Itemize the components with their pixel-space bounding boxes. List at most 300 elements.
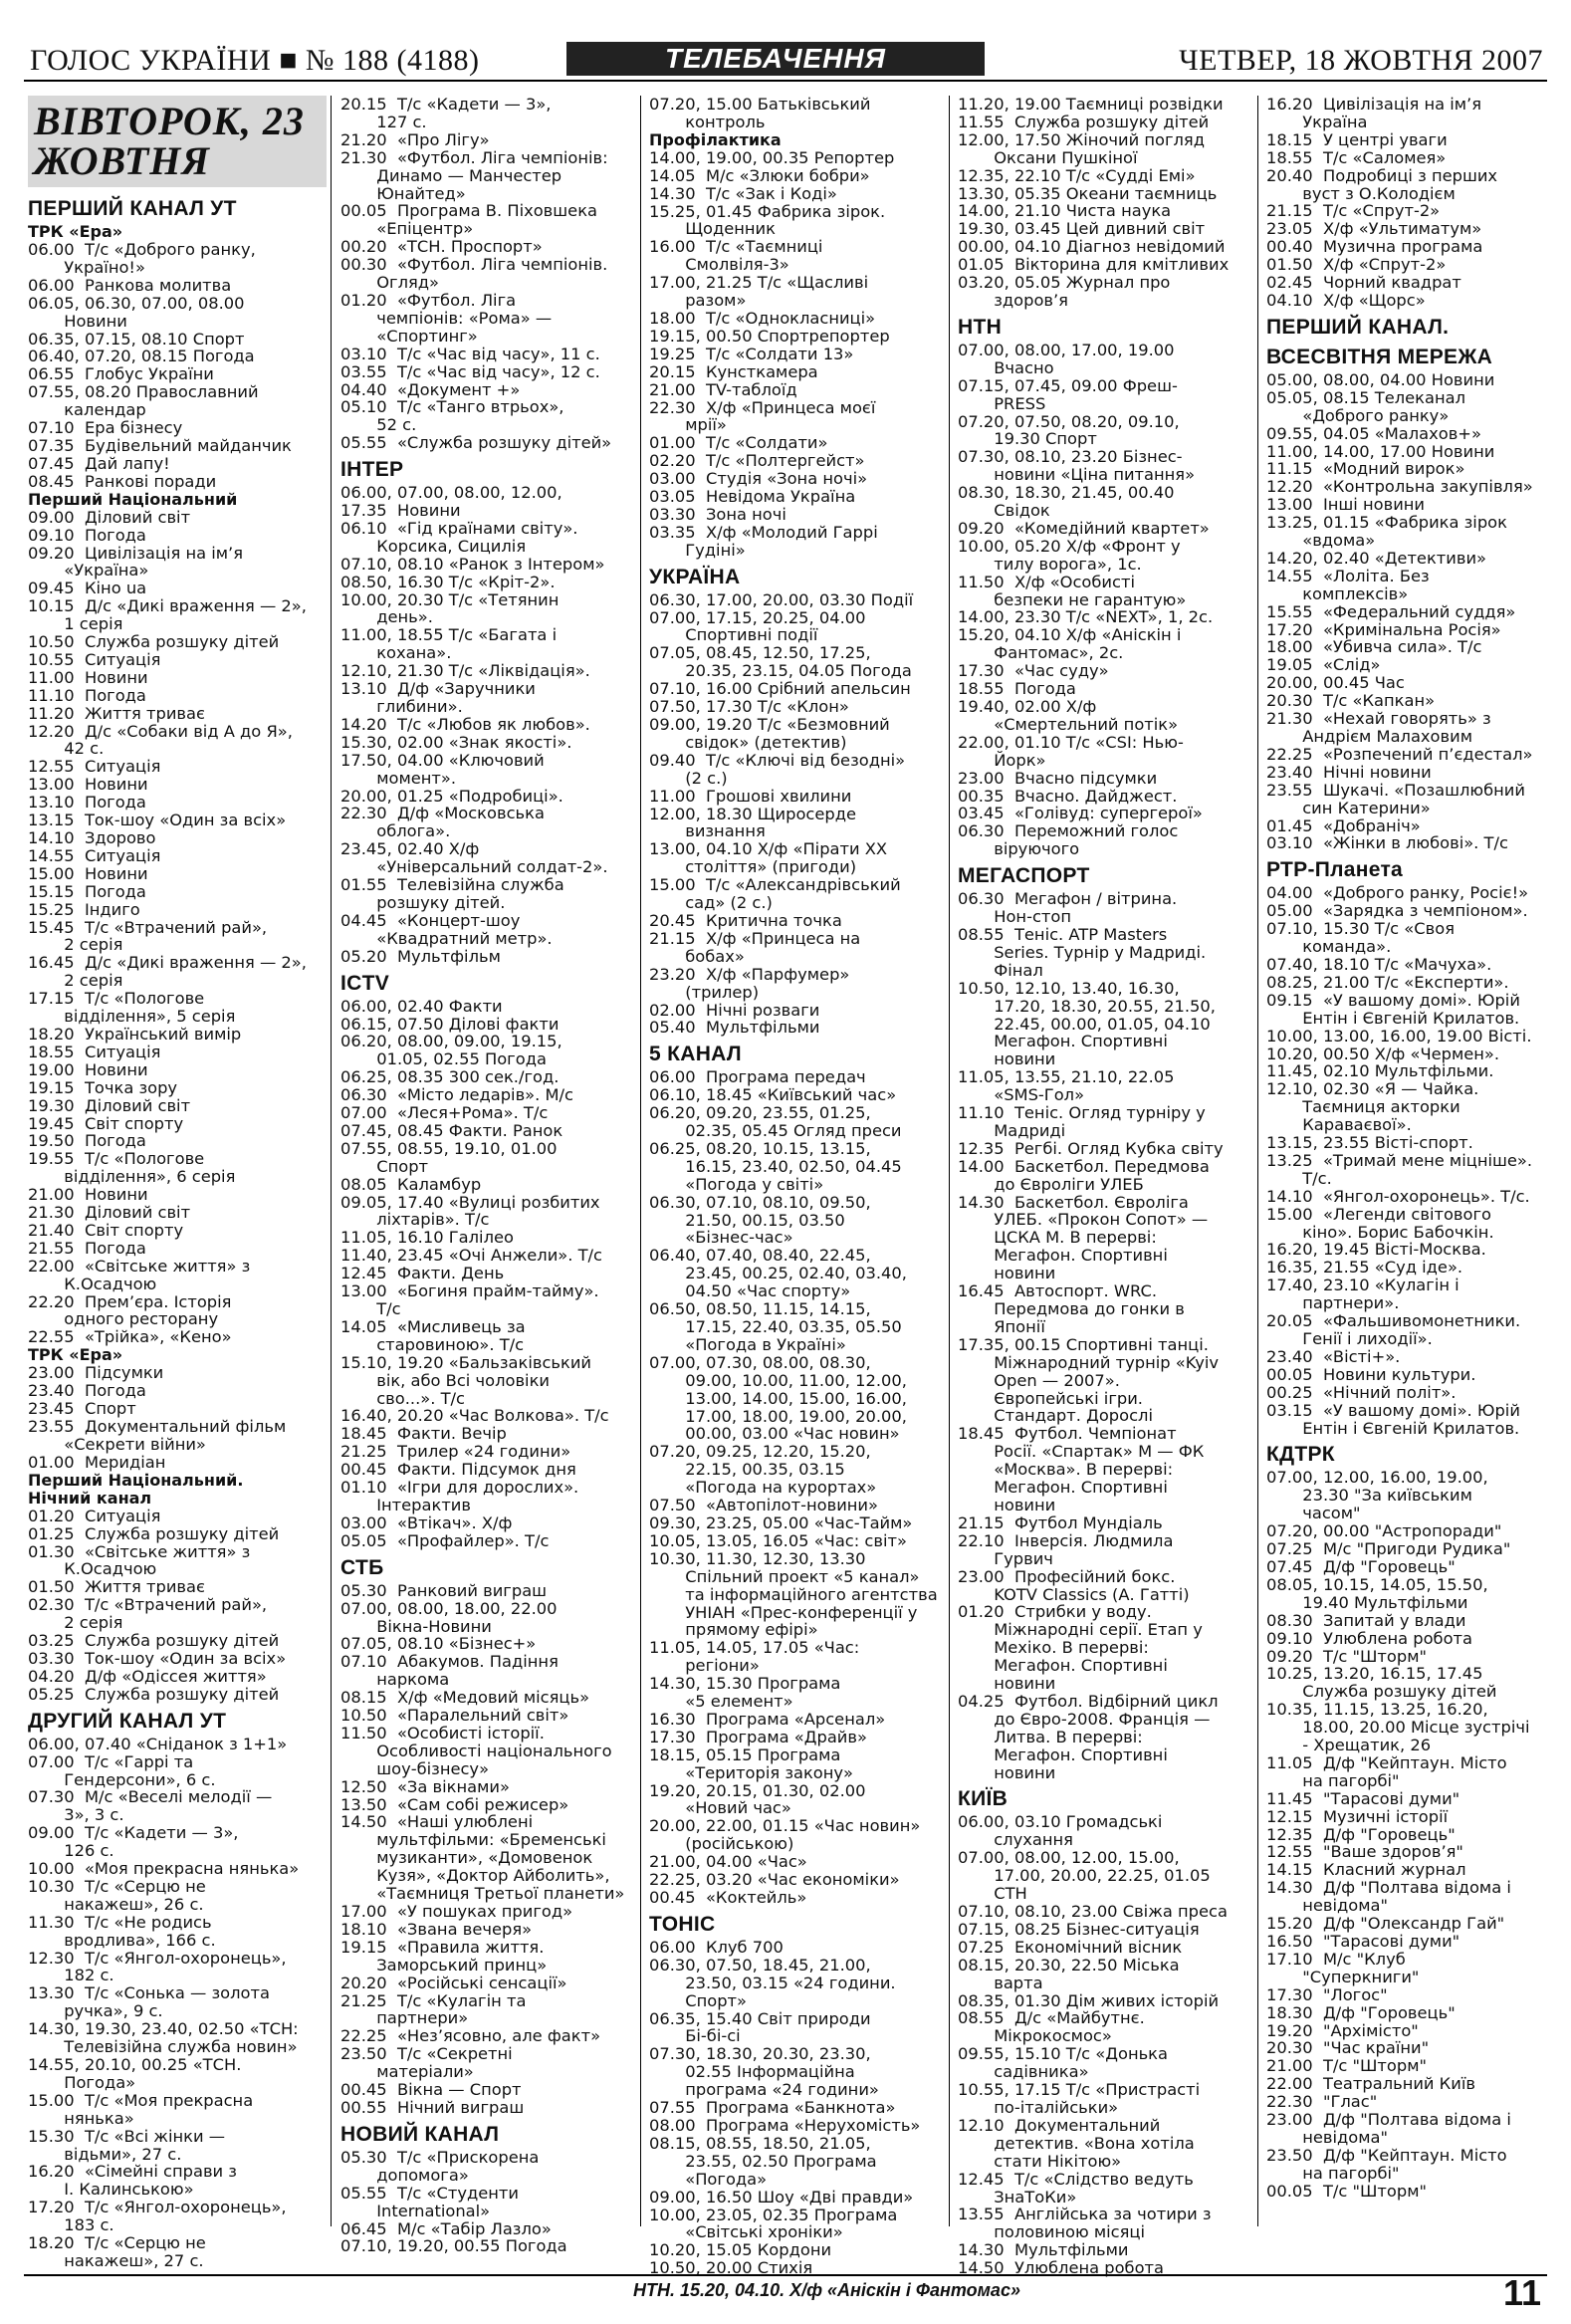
schedule-entry: Мікрокосмос» — [958, 2026, 1112, 2046]
schedule-entry: (російською) — [649, 1834, 794, 1854]
schedule-entry: «Територія закону» — [649, 1762, 854, 1782]
schedule-entry: Спільний проект «5 канал» — [649, 1566, 920, 1586]
schedule-entry: 21.00 Т/с "Шторм" — [1266, 2056, 1427, 2076]
schedule-entry: садівника» — [958, 2062, 1089, 2082]
schedule-entry: 23.50 Д/ф "Кейптаун. Місто — [1266, 2145, 1507, 2165]
schedule-entry: 14.15 Класний журнал — [1266, 1860, 1466, 1880]
schedule-entry: «Універсальний солдат-2». — [340, 857, 608, 877]
schedule-entry: 2 серія — [28, 971, 123, 991]
schedule-entry: детектив. «Вона хотіла — [958, 2133, 1195, 2153]
schedule-entry: 18.10 «Звана вечеря» — [340, 1919, 533, 1939]
schedule-entry: 18.45 Футбол. Чемпіонат — [958, 1424, 1177, 1444]
schedule-entry: Щоденник — [649, 219, 776, 239]
schedule-entry: старовиною». Т/с — [340, 1334, 525, 1354]
channel-heading: НТН — [958, 315, 1003, 339]
schedule-entry: накажеш», 27 с. — [28, 2250, 204, 2270]
schedule-entry: 08.50, 16.30 Т/с «Кріт-2». — [340, 572, 556, 591]
schedule-entry: 08.25, 21.00 Т/с «Експерти». — [1266, 972, 1509, 992]
schedule-entry: 22.45, 00.00, 01.05, 04.10 — [958, 1014, 1211, 1034]
schedule-entry: 06.10, 18.45 «Київський час» — [649, 1085, 897, 1105]
schedule-entry: 10.50 «Паралельний світ» — [340, 1706, 569, 1726]
schedule-entry: 13.00, 14.00, 15.00, 16.00, — [649, 1388, 907, 1408]
schedule-entry: 01.45 «Добраніч» — [1266, 815, 1421, 835]
schedule-entry: 13.15 Ток-шоу «Один за всіх» — [28, 811, 287, 830]
schedule-entry: Мегафон. Спортивні — [958, 1032, 1168, 1051]
schedule-entry: 14.05 «Мисливець за — [340, 1316, 526, 1336]
schedule-entry: 14.20, 02.40 «Детективи» — [1266, 548, 1486, 568]
schedule-entry: бобах» — [649, 946, 745, 966]
schedule-entry: партнери». — [1266, 1293, 1400, 1313]
schedule-entry: 07.05, 08.45, 12.50, 17.25, — [649, 643, 871, 663]
schedule-entry: 12.10, 02.30 «Я — Чайка. — [1266, 1079, 1479, 1099]
schedule-entry: 10.30 Т/с «Серцю не — [28, 1876, 206, 1896]
schedule-entry: 07.10, 08.10, 23.00 Свіжа преса — [958, 1902, 1228, 1921]
schedule-entry: 00.05 Новини культури. — [1266, 1364, 1476, 1384]
schedule-entry: 08.45 Ранкові поради — [28, 471, 217, 491]
schedule-entry: 11.05 Д/ф "Кейптаун. Місто — [1266, 1752, 1507, 1772]
schedule-entry: 06.00 Т/с «Доброго ранку, — [28, 240, 256, 259]
schedule-entry: 09.20 Т/с "Шторм" — [1266, 1646, 1427, 1666]
schedule-entry: 14.20 Т/с «Любов як любов». — [340, 714, 590, 734]
schedule-entry: 10.20, 15.05 Кордони — [649, 2240, 832, 2260]
schedule-entry: 02.30 Т/с «Втрачений рай», — [28, 1595, 268, 1615]
schedule-entry: 12.45 Т/с «Слідство ведуть — [958, 2169, 1194, 2189]
schedule-entry: 04.00 «Доброго ранку, Росіє!» — [1266, 883, 1529, 903]
schedule-entry: «Новий час» — [649, 1798, 791, 1818]
schedule-entry: 06.00 Клуб 700 — [649, 1937, 784, 1957]
schedule-entry: 03.15 «У вашому домі». Юрій — [1266, 1400, 1520, 1420]
schedule-entry: 07.05, 08.10 «Бізнес+» — [340, 1634, 537, 1654]
schedule-entry: 00.45 Факти. Підсумок дня — [340, 1460, 576, 1480]
schedule-entry: 12.00, 18.30 Щиросерде — [649, 804, 857, 823]
schedule-entry: 21.30 «Футбол. Ліга чемпіонів: — [340, 147, 608, 167]
schedule-entry: допомога» — [340, 2165, 469, 2185]
schedule-entry: 02.55 Інформаційна — [649, 2062, 855, 2082]
schedule-entry: 21.55 Погода — [28, 1238, 146, 1258]
schedule-entry: (трилер) — [649, 982, 760, 1002]
schedule-entry: 12.15 Музичні історії — [1266, 1806, 1449, 1826]
schedule-entry: 00.30 «Футбол. Ліга чемпіонів. — [340, 255, 608, 275]
schedule-entry: 07.10 Ера бізнесу — [28, 418, 183, 438]
schedule-entry: 14.00 Баскетбол. Передмова — [958, 1156, 1210, 1176]
schedule-entry: та інформаційного агентства — [649, 1584, 938, 1604]
schedule-entry: 07.00, 17.15, 20.25, 04.00 — [649, 607, 866, 627]
schedule-entry: 06.40, 07.40, 08.40, 22.45, — [649, 1246, 871, 1266]
schedule-entry: 19.20 "Архімісто" — [1266, 2020, 1419, 2040]
schedule-entry: Смолвіля-3» — [649, 255, 789, 275]
schedule-entry: 05.25 Служба розшуку дітей — [28, 1684, 280, 1704]
channel-heading: ПЕРШИЙ КАНАЛ. — [1266, 315, 1450, 339]
channel-heading: 5 КАНАЛ — [649, 1043, 742, 1066]
schedule-entry: 02.35, 05.45 Огляд преси — [649, 1121, 902, 1141]
schedule-entry: 14.30 Д/ф "Полтава відома і — [1266, 1878, 1511, 1898]
schedule-entry: - Хрещатик, 26 — [1266, 1736, 1432, 1755]
schedule-entry: 14.50 Улюблена робота — [958, 2258, 1165, 2278]
schedule-entry: 15.20, 04.10 Х/ф «Анiскiн i — [958, 625, 1182, 645]
schedule-entry: «5 елемент» — [649, 1692, 793, 1712]
schedule-entry: 06.25, 08.20, 10.15, 13.15, — [649, 1138, 871, 1158]
schedule-entry: Ентін і Євгеній Крилатов. — [1266, 1008, 1520, 1028]
schedule-entry: Міжнародний турнір «Kyiv — [958, 1352, 1220, 1372]
schedule-entry: визнання — [649, 821, 766, 841]
schedule-entry: Передмова до гонки в — [958, 1299, 1185, 1318]
schedule-entry: невідома" — [1266, 2127, 1388, 2147]
schedule-entry: 13.55 Англійська за чотири з — [958, 2205, 1212, 2224]
schedule-entry: 22.25 «Нез’ясовно, але факт» — [340, 2026, 601, 2046]
schedule-entry: 06.00 Ранкова молитва — [28, 275, 232, 295]
schedule-entry: Таємниця акторки — [1266, 1097, 1460, 1117]
schedule-entry: 07.15, 07.45, 09.00 Фреш- — [958, 375, 1178, 395]
schedule-entry: 03.30 Зона ночі — [649, 504, 786, 524]
schedule-entry: вродлива», 166 с. — [28, 1930, 216, 1950]
schedule-entry: 07.00, 08.00, 12.00, 15.00, — [958, 1848, 1180, 1868]
schedule-entry: 17.15 Т/с «Пологове — [28, 989, 205, 1009]
schedule-entry: 16.30 Програма «Арсенал» — [649, 1709, 886, 1729]
schedule-entry: 07.00, 08.00, 17.00, 19.00 — [958, 340, 1175, 359]
schedule-entry: 09.10 Погода — [28, 525, 146, 545]
schedule-entry: 16.20 «Сімейні справи з — [28, 2162, 237, 2182]
channel-heading: TOHIC — [649, 1912, 716, 1936]
schedule-entry: розшуку дітей. — [340, 892, 506, 912]
schedule-entry: 06.20, 08.00, 09.00, 19.15, — [340, 1032, 562, 1051]
schedule-entry: Мадриді — [958, 1120, 1066, 1140]
schedule-entry: 14.55 Ситуація — [28, 845, 161, 865]
schedule-entry: 00.05 Програма В. Піховшека — [340, 201, 598, 221]
schedule-entry: 20.20 «Російські сенсації» — [340, 1973, 567, 1992]
schedule-entry: 10.25, 13.20, 16.15, 17.45 — [1266, 1664, 1483, 1684]
schedule-entry: 20.35, 23.15, 04.05 Погода — [649, 661, 912, 681]
schedule-entry: 19.50 Погода — [28, 1131, 146, 1151]
schedule-entry: 18.55 Т/с «Саломея» — [1266, 147, 1447, 167]
schedule-entry: 1 серія — [28, 614, 123, 634]
schedule-entry: 12.10, 21.30 Т/с «Ліквідація». — [340, 661, 590, 681]
schedule-entry: 06.30, 07.10, 08.10, 09.50, — [649, 1192, 871, 1212]
schedule-entry: 23.40 Нічні новини — [1266, 762, 1432, 782]
schedule-entry: 13.00, 04.10 Х/ф «Пірати XX — [649, 839, 888, 859]
schedule-entry: 15.10, 19.20 «Бальзаківський — [340, 1352, 591, 1372]
schedule-entry: 08.00 Програма «Нерухомість» — [649, 2115, 921, 2135]
schedule-entry: Мегафон. Спортивні — [958, 1744, 1168, 1764]
schedule-entry: 19.15 «Правила життя. — [340, 1937, 545, 1957]
schedule-entry: Телевізійна служба новин» — [28, 2037, 298, 2057]
schedule-entry: 06.15, 07.50 Ділові факти — [340, 1014, 560, 1034]
schedule-entry: 06.30 Переможний голос — [958, 821, 1179, 841]
schedule-entry: партнери» — [340, 2008, 469, 2028]
schedule-entry: 00.35 Вчасно. Дайджест. — [958, 786, 1178, 806]
schedule-entry: 06.30 «Місто ледарів». М/с — [340, 1085, 573, 1105]
channel-heading: ПЕРШИЙ КАНАЛ УТ — [28, 197, 237, 220]
schedule-entry: 07.55, 08.20 Православний — [28, 382, 259, 402]
schedule-entry: 01.25 Служба розшуку дітей — [28, 1523, 280, 1543]
schedule-entry: 09.05, 17.40 «Вулиці розбитих — [340, 1192, 600, 1212]
schedule-entry: Юнайтед» — [340, 183, 466, 203]
schedule-entry: 09.00 Т/с «Кадети — 3», — [28, 1823, 239, 1843]
schedule-entry: безпеки не гарантую» — [958, 589, 1187, 609]
schedule-entry: новини — [958, 1049, 1056, 1069]
schedule-entry: 09.40 Т/с «Ключі від безодні» — [649, 750, 906, 770]
schedule-entry: 08.05, 10.15, 14.05, 15.50, — [1266, 1574, 1488, 1594]
schedule-entry: 18.30 Д/ф "Горовець" — [1266, 2002, 1456, 2022]
schedule-entry: 13.25 «Тримай мене міцніше». — [1266, 1150, 1533, 1170]
schedule-entry: 07.45 Дай лапу! — [28, 453, 170, 473]
schedule-entry: команда». — [1266, 937, 1392, 957]
schedule-entry: 10.00, 23.05, 02.35 Програма — [649, 2205, 898, 2224]
schedule-entry: 16.45 Автоспорт. WRC. — [958, 1281, 1158, 1301]
schedule-entry: 16.20 Цивілізація на ім’я — [1266, 95, 1482, 114]
schedule-entry: Т/с. — [1266, 1168, 1332, 1188]
schedule-entry: Україно!» — [28, 257, 145, 277]
schedule-entry: Литва. В перерві: — [958, 1727, 1143, 1746]
schedule-entry: 20.00, 22.00, 01.15 «Час новин» — [649, 1816, 921, 1836]
schedule-entry: 10.00, 13.00, 16.00, 19.00 Вісті. — [1266, 1026, 1532, 1046]
schedule-entry: 04.50 «Час спорту» — [649, 1281, 851, 1301]
schedule-entry: 12.35 Регбі. Огляд Кубка світу — [958, 1138, 1224, 1158]
schedule-entry: 23.55 Документальний фільм — [28, 1417, 287, 1436]
schedule-entry: 126 с. — [28, 1841, 114, 1861]
schedule-entry: 21.50, 00.15, 03.50 — [649, 1210, 845, 1230]
schedule-entry: Мегафон. Спортивні — [958, 1246, 1168, 1266]
day-title: ВІВТОРОК, 23 ЖОВТНЯ — [28, 96, 327, 187]
schedule-entry: 07.10, 08.10 «Ранок з Інтером» — [340, 554, 605, 574]
schedule-entry: 03.10 Т/с «Час від часу», 11 с. — [340, 344, 600, 363]
schedule-entry: 07.25 М/с "Пригоди Рудика" — [1266, 1539, 1511, 1559]
schedule-entry: 20.05 «Фальшивомонетники. — [1266, 1311, 1521, 1331]
channel-subheading: ТРК «Ера» — [28, 1345, 123, 1365]
schedule-entry: 20.15 Т/с «Кадети — 3», — [340, 95, 552, 114]
schedule-entry: 08.30, 18.30, 21.45, 00.40 — [958, 483, 1175, 503]
schedule-entry: 17.15, 22.40, 03.35, 05.50 — [649, 1317, 902, 1336]
schedule-entry: 08.30 Запитай у влади — [1266, 1610, 1466, 1630]
schedule-entry: Кузя», «Доктор Айболить», — [340, 1866, 610, 1886]
schedule-entry: 17.50, 04.00 «Ключовий — [340, 750, 545, 770]
schedule-entry: Оксани Пушкіної — [958, 147, 1138, 167]
schedule-entry: мрії» — [649, 415, 727, 435]
schedule-entry: Мехіко. В перерві: — [958, 1638, 1149, 1658]
schedule-entry: 00.40 Музична програма — [1266, 237, 1483, 257]
schedule-entry: 03.10 «Жінки в любові». Т/с — [1266, 833, 1508, 853]
schedule-entry: прямому ефірі» — [649, 1620, 818, 1640]
schedule-entry: (2 с.) — [649, 768, 728, 788]
channel-heading: НОВИЙ КАНАЛ — [340, 2122, 500, 2146]
schedule-entry: 18.55 Ситуація — [28, 1042, 161, 1061]
schedule-entry: 16.35, 21.55 «Суд іде». — [1266, 1258, 1463, 1278]
channel-subheading: Перший Національний. — [28, 1470, 244, 1490]
schedule-entry: 12.55 Ситуація — [28, 757, 161, 777]
channel-subheading: Перший Національний — [28, 489, 238, 509]
schedule-entry: 14.10 «Янгол-охоронець». Т/с. — [1266, 1186, 1530, 1206]
schedule-entry: 05.20 Мультфільм — [340, 946, 501, 966]
schedule-entry: Гурвич — [958, 1548, 1053, 1568]
schedule-entry: 14.30 Мультфільми — [958, 2240, 1129, 2260]
schedule-entry: «Погода» — [649, 2169, 768, 2189]
schedule-entry: 21.40 Світ спорту — [28, 1220, 184, 1240]
schedule-entry: «Погода на курортах» — [649, 1478, 877, 1498]
schedule-entry: на пагорбі" — [1266, 1770, 1400, 1790]
schedule-entry: 14.30, 19.30, 23.40, 02.50 «ТСН: — [28, 2019, 299, 2039]
schedule-entry: 09.55, 15.10 Т/с «Донька — [958, 2044, 1168, 2064]
schedule-entry: 14.10 Здорово — [28, 828, 156, 847]
schedule-entry: половиною місяці — [958, 2222, 1146, 2242]
schedule-entry: 10.50, 12.10, 13.40, 16.30, — [958, 978, 1180, 998]
schedule-entry: «Москва». В перерві: — [958, 1460, 1174, 1480]
schedule-entry: 05.00, 08.00, 04.00 Новини — [1266, 369, 1495, 389]
schedule-entry: Огляд» — [340, 273, 440, 293]
schedule-entry: «Смертельний потік» — [958, 714, 1179, 734]
schedule-entry: УЛЕБ. «Прокон Сопот» — — [958, 1210, 1209, 1230]
schedule-entry: 01.20 Стрибки у воду. — [958, 1602, 1152, 1622]
schedule-entry: 03.55 Т/с «Час від часу», 12 с. — [340, 361, 600, 381]
schedule-entry: 13.50 «Сам собі режисер» — [340, 1794, 569, 1814]
schedule-entry: Особливості національного — [340, 1741, 612, 1760]
schedule-entry: 19.20, 20.15, 01.30, 02.00 — [649, 1780, 866, 1800]
schedule-entry: 06.10 «Гід країнами світу». — [340, 518, 578, 538]
schedule-entry: 03.05 Невідома Україна — [649, 487, 856, 507]
channel-heading: ВСЕСВІТНЯ МЕРЕЖА — [1266, 345, 1493, 368]
schedule-entry: Гудіні» — [649, 540, 746, 560]
schedule-entry: 21.15 Футбол Мундіаль — [958, 1512, 1163, 1532]
schedule-entry: 07.20, 07.50, 08.20, 09.10, — [958, 411, 1180, 431]
schedule-column-1 — [28, 96, 327, 2270]
schedule-entry: 10.50, 20.00 Стихія — [649, 2258, 813, 2278]
schedule-entry: Стандарт. Дорослі — [958, 1406, 1153, 1426]
schedule-entry: К.Осадчою — [28, 1559, 157, 1579]
schedule-entry: кохана». — [340, 643, 452, 663]
schedule-entry: Вчасно — [958, 357, 1054, 377]
schedule-entry: 17.00, 18.00, 19.00, 20.00, — [649, 1406, 907, 1426]
schedule-entry: до Євро-2008. Франція — — [958, 1709, 1211, 1729]
schedule-entry: на пагорбі" — [1266, 2163, 1400, 2183]
schedule-entry: Новини — [28, 311, 127, 331]
schedule-entry: 22.10 Інверсія. Людмила — [958, 1530, 1174, 1550]
schedule-entry: 15.00 Новини — [28, 863, 148, 883]
schedule-entry: чемпіонів: «Рома» — — [340, 308, 553, 328]
schedule-entry: 05.55 «Служба розшуку дітей» — [340, 433, 612, 453]
schedule-entry: PRESS — [958, 393, 1046, 413]
schedule-entry: 16.45 Д/с «Дикі враження — 2», — [28, 953, 307, 973]
schedule-entry: комплексів» — [1266, 583, 1409, 603]
schedule-entry: 20.30 Т/с «Капкан» — [1266, 691, 1436, 711]
schedule-entry: 05.40 Мультфільми — [649, 1018, 820, 1038]
schedule-entry: 06.00, 03.10 Громадські — [958, 1812, 1163, 1832]
schedule-entry: 23.40 Погода — [28, 1381, 146, 1401]
schedule-entry: 18.20 Український вимір — [28, 1024, 242, 1044]
schedule-entry: 21.15 Т/с «Спрут-2» — [1266, 201, 1441, 221]
schedule-entry: 10.00, 20.30 Т/с «Тетянин — [340, 589, 560, 609]
schedule-entry: 19.40, 02.00 Х/ф — [958, 697, 1097, 716]
schedule-entry: Open — 2007». — [958, 1370, 1120, 1390]
schedule-entry: 182 с. — [28, 1966, 114, 1985]
schedule-entry: Спортивні події — [649, 625, 818, 645]
schedule-entry: 23.45, 00.25, 02.40, 03.40, — [649, 1264, 907, 1283]
schedule-entry: 19.15, 00.50 Спортрепортер — [649, 326, 890, 346]
schedule-entry: 14.30 Т/с «Зак і Коді» — [649, 183, 837, 203]
schedule-entry: Корсика, Сицилія — [340, 536, 527, 556]
schedule-entry: 09.00 Діловий світ — [28, 507, 191, 527]
schedule-entry: 22.00 Театральний Київ — [1266, 2074, 1475, 2094]
schedule-entry: 08.15 Х/ф «Медовий місяць» — [340, 1688, 590, 1708]
schedule-entry: музиканти», «Домовенок — [340, 1848, 593, 1868]
channel-heading: УКРАЇНА — [649, 565, 741, 588]
schedule-entry: 07.10, 15.30 Т/с «Своя — [1266, 919, 1455, 939]
schedule-entry: 09.55, 04.05 «Малахов+» — [1266, 423, 1481, 443]
schedule-entry: Україна — [1266, 112, 1368, 131]
schedule-entry: Т/с — [340, 1299, 401, 1318]
schedule-entry: 15.20 Д/ф "Олександр Гай" — [1266, 1914, 1505, 1934]
schedule-entry: 07.10, 19.20, 00.55 Погода — [340, 2236, 567, 2256]
schedule-entry: 15.55 «Федеральний суддя» — [1266, 601, 1516, 621]
schedule-entry: 20.40 Подробиці з перших — [1266, 165, 1498, 185]
schedule-entry: 21.25 Трилер «24 години» — [340, 1442, 571, 1462]
schedule-entry: сво...». Т/с — [340, 1388, 465, 1408]
channel-heading: МЕГАСПОРТ — [958, 864, 1090, 888]
schedule-entry: 17.35, 00.15 Спортивні танці. — [958, 1334, 1209, 1354]
schedule-entry: «Україна» — [28, 561, 149, 581]
schedule-entry: 11.05, 16.10 Галілео — [340, 1228, 514, 1248]
schedule-column-4 — [958, 95, 1256, 2278]
schedule-entry: 07.30, 18.30, 20.30, 23.30, — [649, 2044, 871, 2064]
schedule-entry: «Секрети війни» — [28, 1434, 206, 1454]
schedule-entry: 14.05 М/с «Злюки бобри» — [649, 165, 870, 185]
schedule-entry: 17.00, 21.25 Т/с «Щасливі — [649, 273, 869, 293]
schedule-entry: 07.25 Економічний вісник — [958, 1937, 1183, 1957]
schedule-entry: «Спортинг» — [340, 326, 478, 346]
schedule-entry: Караваєвої». — [1266, 1115, 1412, 1135]
schedule-entry: 13.15, 23.55 Вісті-спорт. — [1266, 1133, 1473, 1153]
schedule-entry: Заморський принц» — [340, 1955, 548, 1975]
schedule-entry: 11.50 «Особисті історії. — [340, 1723, 545, 1743]
schedule-entry: Служба розшуку дітей — [1266, 1682, 1497, 1702]
schedule-entry: 20.15 Кунсткамера — [649, 361, 818, 381]
schedule-entry: 10.30, 11.30, 12.30, 13.30 — [649, 1548, 866, 1568]
schedule-entry: 09.00, 19.20 Т/с «Безмовний — [649, 715, 890, 734]
schedule-entry: 03.00 Студія «Зона ночі» — [649, 469, 868, 489]
schedule-entry: Погода» — [28, 2072, 136, 2092]
schedule-entry: 10.55 Ситуація — [28, 649, 161, 669]
schedule-entry: 17.00 «У пошуках пригод» — [340, 1902, 573, 1921]
schedule-entry: 07.30 М/с «Веселі мелодії — — [28, 1787, 273, 1807]
schedule-entry: 23.45, 02.40 Х/ф — [340, 839, 480, 859]
schedule-entry: слухання — [958, 1830, 1073, 1850]
schedule-entry: накажеш», 26 с. — [28, 1894, 204, 1914]
schedule-entry: Спорт — [340, 1156, 429, 1176]
schedule-entry: УНІАН «Прес-конференції у — [649, 1602, 918, 1622]
channel-heading: ІНТЕР — [340, 458, 404, 482]
schedule-entry: 05.30 Т/с «Прискорена — [340, 2147, 540, 2167]
schedule-entry: 01.20 Ситуація — [28, 1506, 161, 1525]
schedule-entry: 09.00, 16.50 Шоу «Дві правди» — [649, 2187, 914, 2207]
schedule-entry: 01.30 «Світське життя» з — [28, 1541, 251, 1561]
schedule-entry: 08.35, 01.30 Дім живих історій — [958, 1990, 1220, 2010]
schedule-entry: 11.00, 14.00, 17.00 Новини — [1266, 441, 1495, 461]
schedule-entry: 19.40 Мультфільми — [1266, 1592, 1468, 1612]
schedule-entry: 08.55 Теніс. ATP Masters — [958, 924, 1168, 944]
schedule-entry: Series. Турнір у Мадриді. — [958, 942, 1207, 962]
schedule-entry: 06.40, 07.20, 08.15 Погода — [28, 347, 255, 366]
schedule-entry: 22.15, 00.35, 03.15 — [649, 1460, 845, 1480]
schedule-entry: 08.55 Д/с «Майбутнє. — [958, 2008, 1145, 2028]
schedule-entry: 03.35 Х/ф «Молодий Гаррі — [649, 522, 878, 542]
schedule-entry: 16.15, 23.40, 02.50, 04.45 — [649, 1156, 902, 1176]
schedule-entry: варта — [958, 1973, 1043, 1992]
schedule-entry: 11.55 Служба розшуку дітей — [958, 112, 1210, 131]
schedule-entry: 07.10, 16.00 Срібний апельсин — [649, 679, 911, 699]
schedule-entry: «SMS-Гол» — [958, 1085, 1085, 1105]
schedule-entry: 20.30 "Час країни" — [1266, 2038, 1430, 2058]
schedule-entry: 17.00, 20.00, 22.25, 01.05 — [958, 1866, 1211, 1886]
schedule-column-3 — [649, 95, 948, 2278]
schedule-entry: 06.45 М/с «Табір Лазло» — [340, 2218, 552, 2238]
schedule-entry: 00.05 Т/с "Шторм" — [1266, 2181, 1427, 2201]
